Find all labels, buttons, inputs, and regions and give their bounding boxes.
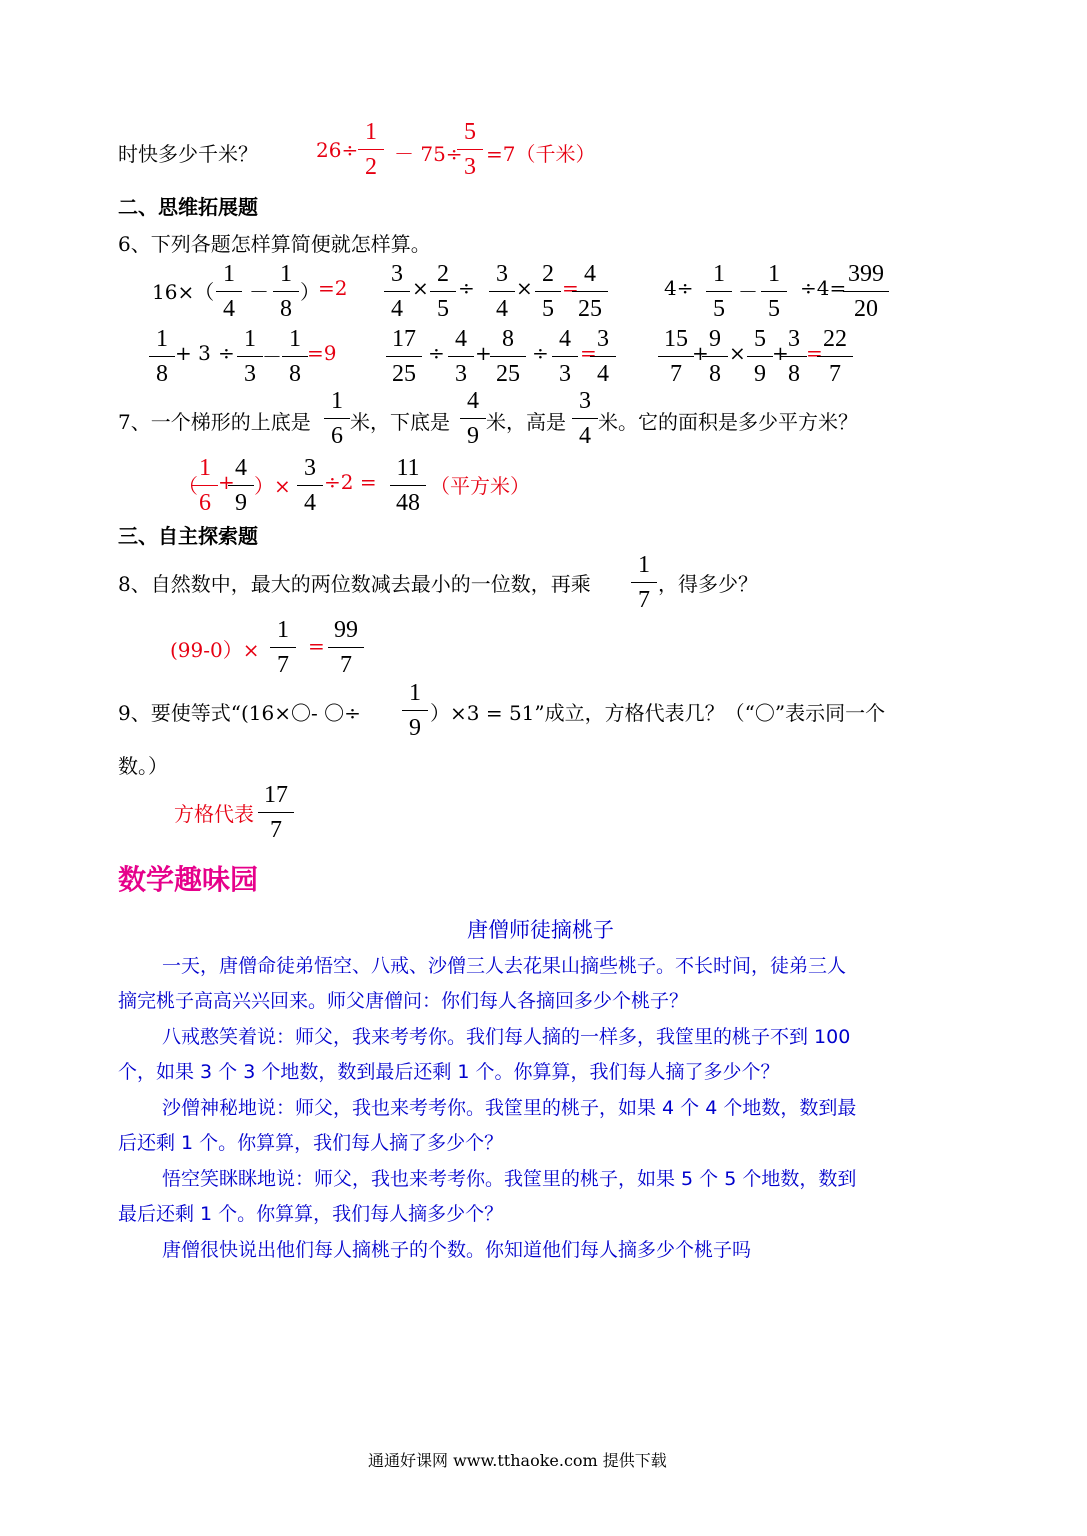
fraction: 2 5 bbox=[423, 262, 463, 321]
q7-answer-plus: + bbox=[218, 470, 235, 494]
story-line: 后还剩 1 个。你算算，我们每人摘了多少个？ bbox=[118, 1132, 504, 1154]
q8-question-a: 8、自然数中，最大的两位数减去最小的一位数，再乘 bbox=[118, 572, 591, 596]
fraction: 17 7 bbox=[256, 783, 296, 842]
fraction: 399 20 bbox=[838, 262, 894, 321]
fraction: 17 25 bbox=[384, 327, 424, 386]
q6-r1c-post: ÷4= bbox=[800, 276, 847, 300]
q9-question-c: 数。） bbox=[118, 754, 168, 778]
fraction: 1 8 bbox=[275, 327, 315, 386]
q6-r1b-op: × bbox=[516, 276, 533, 300]
fraction: 3 4 bbox=[482, 262, 522, 321]
fraction: 1 2 bbox=[351, 120, 391, 179]
q6-r1a-post: ） bbox=[300, 280, 320, 304]
fraction: 4 9 bbox=[221, 456, 261, 515]
fraction: 3 8 bbox=[774, 327, 814, 386]
story-line: 最后还剩 1 个。你算算，我们每人摘多少个？ bbox=[118, 1203, 504, 1225]
fraction: 8 25 bbox=[488, 327, 528, 386]
fraction: 5 9 bbox=[740, 327, 780, 386]
q8-answer-eq: = bbox=[308, 634, 325, 658]
fraction: 1 6 bbox=[317, 389, 357, 448]
story-line: 个，如果 3 个 3 个地数，数到最后还剩 1 个。你算算，我们每人摘了多少个？ bbox=[118, 1061, 780, 1083]
fraction: 1 6 bbox=[185, 456, 225, 515]
fraction: 22 7 bbox=[815, 327, 855, 386]
fraction: 1 7 bbox=[624, 553, 664, 612]
q6-r2a-op: － bbox=[262, 345, 282, 369]
q6-r2a-answer: =9 bbox=[307, 341, 337, 365]
q6-r2a-op: + 3 bbox=[175, 341, 211, 365]
fraction: 1 4 bbox=[209, 262, 249, 321]
q9-question-b: ）×3 = 51”成立，方格代表几？（“〇”表示同一个 bbox=[430, 701, 886, 725]
story-line: 摘完桃子高高兴兴回来。师父唐僧问：你们每人各摘回多少个桃子？ bbox=[118, 990, 689, 1012]
q7-question-a: 7、一个梯形的上底是 bbox=[118, 410, 311, 434]
fraction: 3 4 bbox=[565, 389, 605, 448]
q6-r1b-eq: = bbox=[562, 276, 579, 300]
q8-answer-pre: (99-0）× bbox=[170, 638, 260, 662]
fraction: 1 7 bbox=[263, 618, 303, 677]
fraction: 1 9 bbox=[395, 681, 435, 740]
q7-answer-close: ）× bbox=[254, 474, 291, 498]
q6-r2b-eq: = bbox=[580, 341, 597, 365]
q6-question: 6、下列各题怎样算简便就怎样算。 bbox=[118, 232, 431, 256]
q6-r1a-answer: =2 bbox=[318, 276, 348, 300]
fraction: 99 7 bbox=[326, 618, 366, 677]
fraction: 1 3 bbox=[230, 327, 270, 386]
q7-question-d: 米。它的面积是多少平方米？ bbox=[598, 410, 858, 434]
q6-r1c-pre: 4÷ bbox=[664, 276, 694, 300]
fraction: 4 3 bbox=[441, 327, 481, 386]
q5-question: 时快多少千米？ bbox=[118, 142, 258, 166]
fraction: 11 48 bbox=[388, 456, 428, 515]
q5-answer-a: 26÷ bbox=[316, 138, 359, 162]
section-heading: 二、思维拓展题 bbox=[118, 195, 258, 219]
fraction: 1 5 bbox=[754, 262, 794, 321]
q9-question-a: 9、要使等式“(16×〇- 〇÷ bbox=[118, 701, 361, 725]
q6-r1c-mid: － bbox=[738, 280, 758, 304]
q5-answer-b: － 75÷ bbox=[394, 142, 463, 166]
fun-heading: 数学趣味园 bbox=[118, 863, 259, 896]
q6-r2c-eq: = bbox=[806, 341, 823, 365]
q7-answer-unit: （平方米） bbox=[430, 474, 530, 498]
q6-r2b-op: ÷ bbox=[532, 341, 549, 365]
story-line: 八戒憨笑着说：师父，我来考考你。我们每人摘的一样多，我筐里的桃子不到 100 bbox=[162, 1026, 851, 1048]
q7-answer-rest: ÷2 = bbox=[324, 470, 377, 494]
story-line: 唐僧很快说出他们每人摘桃子的个数。你知道他们每人摘多少个桃子吗 bbox=[162, 1239, 752, 1261]
fraction: 3 4 bbox=[377, 262, 417, 321]
fraction: 1 8 bbox=[266, 262, 306, 321]
q5-answer-c: =7（千米） bbox=[486, 142, 596, 166]
q6-r2a-op: ÷ bbox=[218, 341, 235, 365]
fraction: 4 9 bbox=[453, 389, 493, 448]
q7-question-b: 米，下底是 bbox=[350, 410, 450, 434]
q6-r2c-op: + bbox=[772, 341, 789, 365]
fraction: 3 4 bbox=[583, 327, 623, 386]
fraction: 2 5 bbox=[528, 262, 568, 321]
q7-question-c: 米，高是 bbox=[486, 410, 566, 434]
story-line: 一天，唐僧命徒弟悟空、八戒、沙僧三人去花果山摘些桃子。不长时间，徒弟三人 bbox=[162, 955, 847, 977]
fraction: 1 5 bbox=[699, 262, 739, 321]
fraction: 4 3 bbox=[545, 327, 585, 386]
q6-r2b-op: + bbox=[475, 341, 492, 365]
q6-r1b-op: × bbox=[412, 276, 429, 300]
fraction: 5 3 bbox=[450, 120, 490, 179]
story-title: 唐僧师徒摘桃子 bbox=[467, 918, 614, 942]
section-heading: 三、自主探索题 bbox=[118, 524, 258, 548]
q6-r2b-op: ÷ bbox=[428, 341, 445, 365]
story-line: 沙僧神秘地说：师父，我也来考考你。我筐里的桃子，如果 4 个 4 个地数，数到最 bbox=[162, 1097, 857, 1119]
q6-r2c-op: × bbox=[729, 341, 746, 365]
q6-r1a-pre: 16×（ bbox=[152, 280, 215, 304]
story-line: 悟空笑眯眯地说：师父，我也来考考你。我筐里的桃子，如果 5 个 5 个地数，数到 bbox=[162, 1168, 857, 1190]
q8-question-b: ，得多少？ bbox=[658, 572, 758, 596]
page-footer: 通通好课网 www.tthaoke.com 提供下载 bbox=[368, 1451, 667, 1470]
fraction: 1 8 bbox=[142, 327, 182, 386]
q7-answer-open: （ bbox=[178, 474, 198, 498]
fraction: 4 25 bbox=[570, 262, 610, 321]
q9-answer-pre: 方格代表 bbox=[174, 802, 254, 826]
fraction: 3 4 bbox=[290, 456, 330, 515]
q6-r1b-op: ÷ bbox=[458, 276, 475, 300]
q6-r2c-op: + bbox=[692, 341, 709, 365]
fraction: 9 8 bbox=[695, 327, 735, 386]
fraction: 15 7 bbox=[656, 327, 696, 386]
q6-r1a-mid: － bbox=[249, 280, 269, 304]
